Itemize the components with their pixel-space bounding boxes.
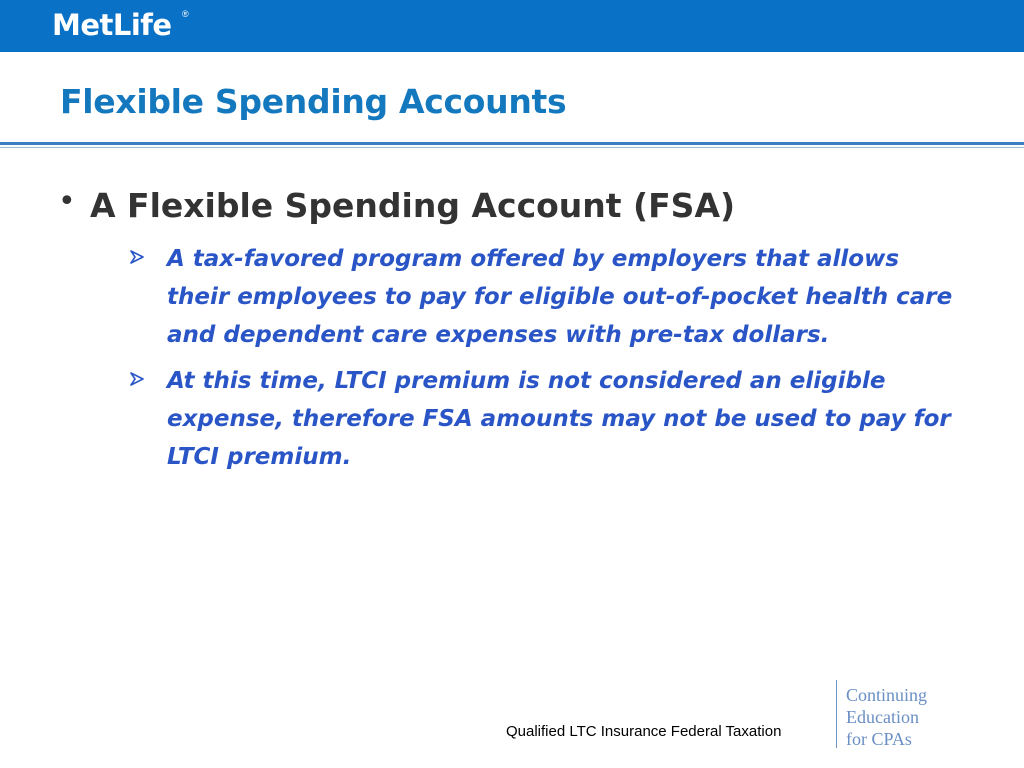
- footer-course-title: Qualified LTC Insurance Federal Taxation: [506, 723, 782, 740]
- sub-bullet-text: A tax-favored program offered by employers that allows their employees to pay for eligible out-of-pocket health care and dependent care expenses with pre-tax dollars.: [167, 246, 953, 348]
- metlife-logo: MetLife: [52, 8, 172, 42]
- ce-brand-logo: [846, 684, 927, 750]
- ce-brand-line: Education: [846, 707, 919, 727]
- main-bullet-text: A Flexible Spending Account (FSA): [90, 186, 736, 225]
- header-bar: [0, 0, 1024, 52]
- bullet-dot-icon: •: [58, 184, 76, 219]
- ce-brand-line: Continuing: [846, 685, 928, 705]
- title-divider: [0, 142, 1024, 145]
- ce-brand-line: for CPAs: [846, 729, 912, 749]
- arrow-right-icon: [129, 371, 145, 392]
- arrow-right-icon: [129, 249, 145, 270]
- title-divider-thin: [0, 147, 1024, 148]
- sub-bullet-text: At this time, LTCI premium is not considered an eligible expense, therefore FSA amounts may not be used to pay for LTCI premium.: [167, 368, 951, 470]
- slide-title: Flexible Spending Accounts: [60, 82, 567, 121]
- registered-mark: ®: [182, 9, 189, 19]
- footer-divider: [836, 680, 837, 748]
